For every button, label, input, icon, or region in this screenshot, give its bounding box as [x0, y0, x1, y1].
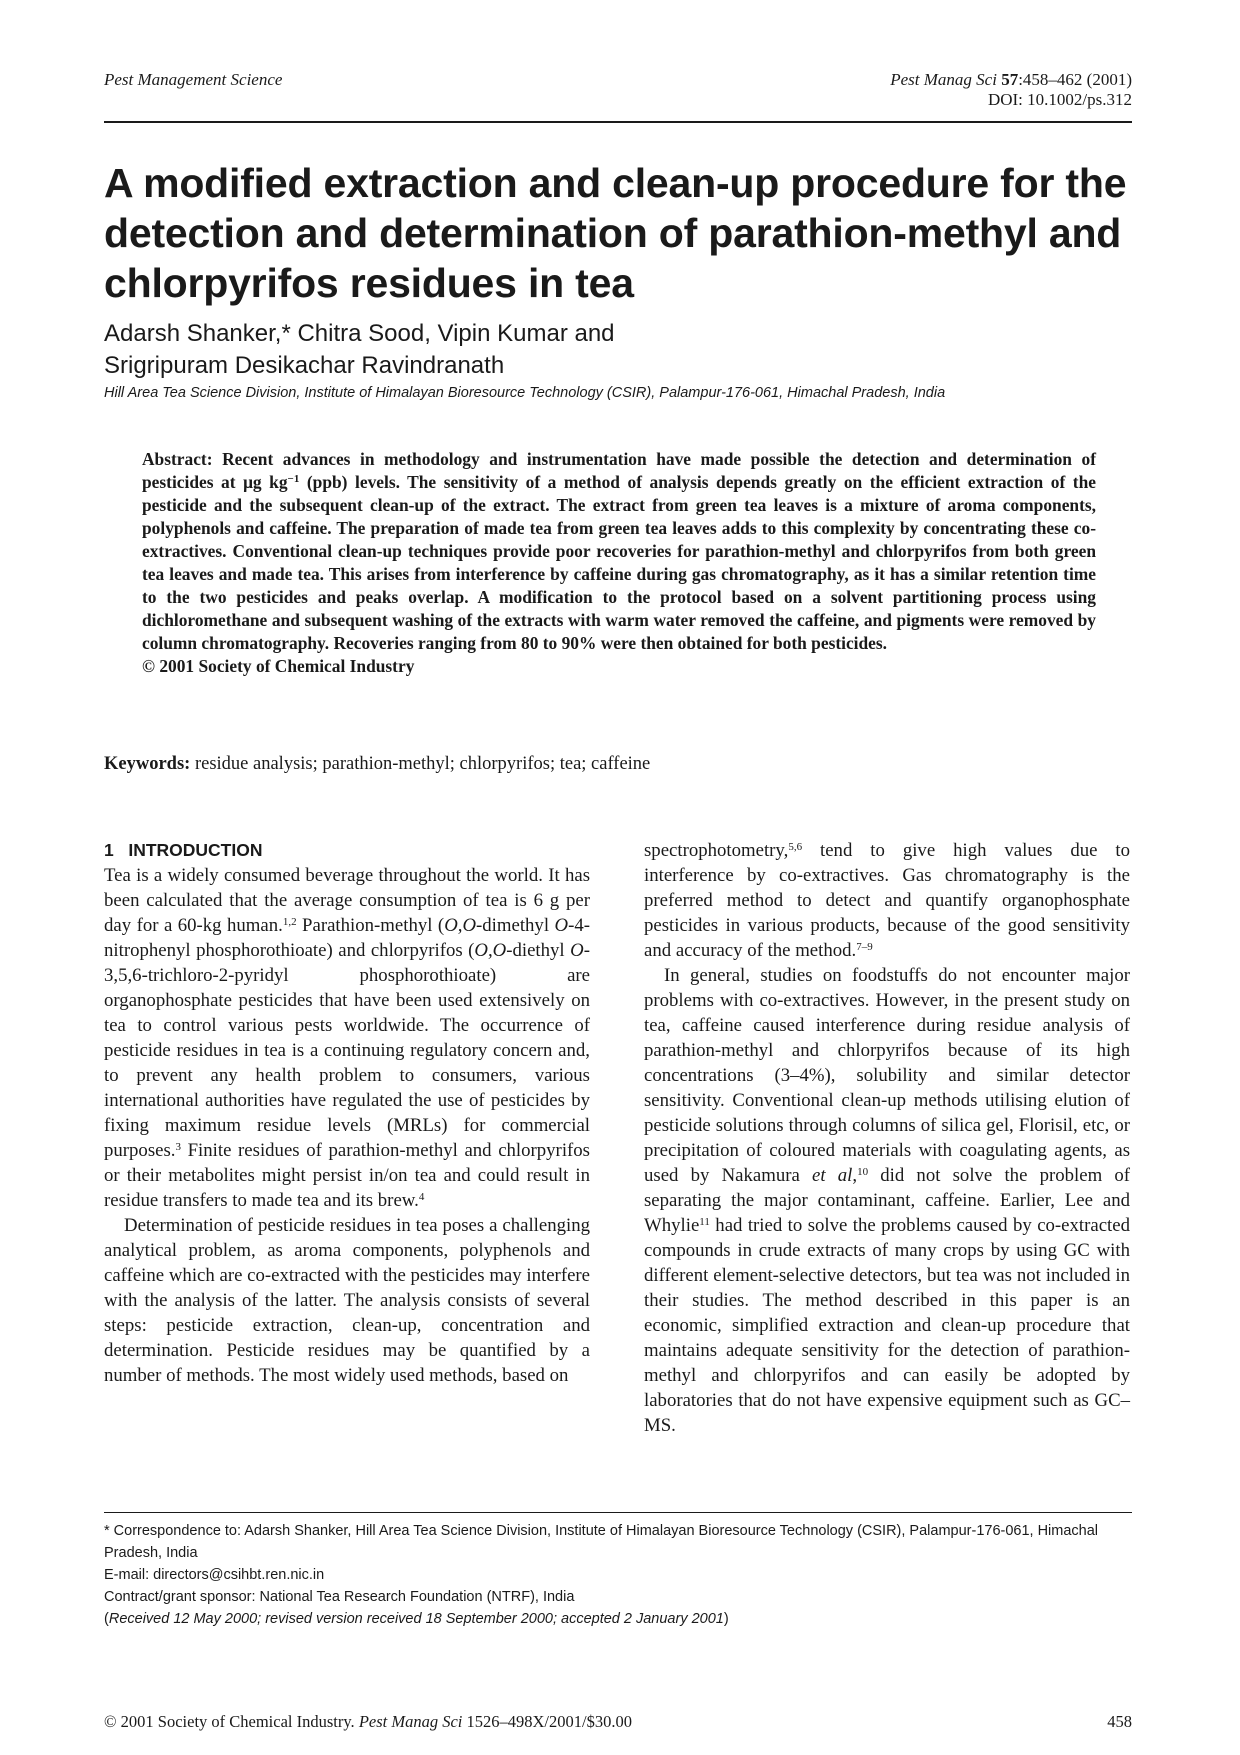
- section-title: INTRODUCTION: [128, 840, 263, 860]
- abstract-text-2: (ppb) levels. The sensitivity of a method of analysis depends greatly on the efficient extraction of the pesticide and the subsequent clean-up of the extract. The extract from green tea leaves is a mixture of aroma components, polyphenols and caffeine. The preparation of made tea from green tea leaves adds to this complexity by concentrating these co-extractives. Conventional clean-up techniques provide poor recoveries for parathion-methyl and chlorpyrifos from both green tea leaves and made tea. This arises from interference by caffeine during gas chromatography, as it has a similar retention time to the two pesticides and peaks overlap. A modification to the protocol based on a solvent partitioning process using dichloromethane and subsequent washing of the extracts with warm water removed the caffeine, and pigments were removed by column chromatography. Recoveries ranging from 80 to 90% were then obtained for both pesticides.: [142, 472, 1096, 653]
- citation-line: [890, 70, 1132, 90]
- abstract-unit-sup: −1: [287, 473, 300, 485]
- correspondence-note: * Correspondence to: Adarsh Shanker, Hill Area Tea Science Division, Institute of Himalayan Bioresource Technology (CSIR), Palampur-176-061, Himachal Pradesh, India: [104, 1523, 1099, 1561]
- keywords-text: residue analysis; parathion-methyl; chlorpyrifos; tea; caffeine: [194, 754, 651, 774]
- text-run: Parathion-methyl (: [296, 915, 445, 936]
- footnote-rule: [104, 1512, 1132, 1513]
- footnotes: [104, 1520, 1134, 1630]
- text-run: spectrophotometry,: [644, 840, 789, 861]
- footer-issn: 1526–498X/2001/$30.00: [466, 1712, 632, 1731]
- paper-title: A modified extraction and clean-up procedure for the detection and determination of parathion-methyl and chlorpyrifos residues in tea: [104, 160, 1127, 306]
- text-run: -diethyl: [506, 940, 571, 961]
- abstract-label: Abstract:: [142, 449, 213, 469]
- abstract: [142, 448, 1096, 678]
- affiliation: Hill Area Tea Science Division, Institute of Himalayan Bioresource Technology (CSIR), Palampur-176-061, Himachal Pradesh, India: [104, 385, 946, 401]
- footer-copyright: © 2001 Society of Chemical Industry.: [104, 1712, 355, 1731]
- authors-line-1: Adarsh Shanker,* Chitra Sood, Vipin Kumar and: [104, 320, 615, 347]
- footer-journal: Pest Manag Sci: [358, 1712, 463, 1731]
- italic-run: O,O: [444, 915, 477, 936]
- authors-line-2: Srigripuram Desikachar Ravindranath: [104, 352, 505, 379]
- text-run: Finite residues of parathion-methyl and chlorpyrifos or their metabolites might persist in/on tea and could result in residue transfers to made tea and its brew.: [104, 1140, 590, 1211]
- header-rule: [104, 121, 1132, 123]
- citation-sup[interactable]: 10: [857, 1166, 869, 1178]
- email-note[interactable]: E-mail: directors@csihbt.ren.nic.in: [104, 1567, 325, 1583]
- keywords-label: Keywords:: [104, 754, 191, 774]
- footer-left: [104, 1712, 632, 1732]
- keywords: [104, 754, 650, 775]
- intro-paragraph-1: [104, 863, 590, 1213]
- doi[interactable]: DOI: 10.1002/ps.312: [987, 90, 1132, 109]
- column-right: [644, 838, 1130, 1438]
- citation-sup[interactable]: 5,6: [788, 841, 803, 853]
- section-heading: [104, 838, 590, 863]
- citation-pages: :458–462 (2001): [1018, 70, 1132, 89]
- citation-volume: 57: [1001, 70, 1019, 89]
- citation-sup[interactable]: 3: [175, 1141, 181, 1153]
- text-run: Tea is a widely consumed beverage throughout the world. It has been calculated that the average consumption of tea is 6 g per day for a 60-kg human.: [104, 865, 590, 936]
- text-run: had tried to solve the problems caused by co-extracted compounds in crude extracts of many crops by using GC with different element-selective detectors, but tea was not included in their studies. The method described in this paper is an economic, simplified extraction and clean-up procedure that maintains adequate sensitivity for the detection of parathion-methyl and chlorpyrifos and can easily be adopted by laboratories that do not have expensive equipment such as GC–MS.: [644, 1215, 1130, 1436]
- authors: [104, 318, 615, 382]
- text-run: -4-nitrophenyl phosphorothioate) and chlorpyrifos (: [104, 915, 590, 961]
- citation-sup[interactable]: 4: [418, 1191, 425, 1203]
- italic-run: O: [570, 940, 584, 961]
- italic-run: et al: [812, 1165, 853, 1186]
- citation-block: [890, 70, 1132, 110]
- citation-sup[interactable]: 11: [699, 1216, 710, 1228]
- italic-run: O: [554, 915, 569, 936]
- received-note: (Received 12 May 2000; revised version received 18 September 2000; accepted 2 January 2001): [104, 1611, 729, 1627]
- citation-sup[interactable]: 1,2: [282, 916, 297, 928]
- abstract-text-1: Recent advances in methodology and instrumentation have made possible the detection and determination of pesticides at μg kg: [142, 449, 1096, 492]
- text-run: did not solve the problem of separating the major contaminant, caffeine. Earlier, Lee and Whylie: [644, 1165, 1131, 1236]
- italic-run: O,O: [474, 940, 507, 961]
- citation-sup[interactable]: 7–9: [856, 941, 873, 953]
- column-left: [104, 838, 590, 1388]
- intro-paragraph-2: Determination of pesticide residues in tea poses a challenging analytical problem, as aroma components, polyphenols and caffeine which are co-extracted with the pesticides may interfere with the analysis of the latter. The analysis consists of several steps: pesticide extraction, clean-up, concentration and determination. Pesticide residues may be quantified by a number of methods. The most widely used methods, based on: [104, 1215, 590, 1386]
- text-run: -3,5,6-trichloro-2-pyridyl phosphorothioate) are organophosphate pesticides that have been used extensively on tea to control various pests worldwide. The occurrence of pesticide residues in tea is a continuing regulatory concern and, to prevent any health problem to consumers, various international authorities have regulated the use of pesticides by fixing maximum residue levels (MRLs) for commercial purposes.: [104, 940, 590, 1161]
- text-run: -dimethyl: [476, 915, 555, 936]
- text-run: In general, studies on foodstuffs do not encounter major problems with co-extractives. However, in the present study on tea, caffeine caused interference during residue analysis of parathion-methyl and chlorpyrifos because of its high concentrations (3–4%), solubility and similar detector sensitivity. Conventional clean-up methods utilising elution of pesticide solutions through columns of silica gel, Florisil, etc, or precipitation of coloured materials with coagulating agents, as used by Nakamura: [644, 965, 1130, 1186]
- intro-paragraph-4: In general, studies on foodstuffs do not encounter major problems with co-extractives. However, in the present study on tea, caffeine caused interference during residue analysis of parathion-methyl and chlorpyrifos because of its high concentrations (3–4%), solubility and similar detector sensitivity. Conventional clean-up methods utilising elution of pesticide solutions through columns of silica gel, Florisil, etc, or precipitation of coloured materials with coagulating agents, as used by Nakamura et al,$^{10}$ did not solve the problem of separating the major contaminant, caffeine. Earlier, Lee and Whylie$^{11}$ had tried to solve the problems caused by co-extracted compounds in crude extracts of many crops by using GC with different element-selective detectors, but tea was not included in their studies. The method described in this paper is an economic, simplified extraction and clean-up procedure that maintains adequate sensitivity for the detection of parathion-methyl and chlorpyrifos and can easily be adopted by laboratories that do not have expensive equipment such as GC–MS.: [644, 965, 1131, 1436]
- sponsor-note: Contract/grant sponsor: National Tea Research Foundation (NTRF), India: [104, 1589, 575, 1605]
- received-dates: Received 12 May 2000; revised version received 18 September 2000; accepted 2 January 2001: [108, 1611, 724, 1627]
- citation-journal: Pest Manag Sci: [890, 70, 997, 89]
- page-number: 458: [1107, 1712, 1132, 1731]
- abstract-copyright: © 2001 Society of Chemical Industry: [142, 656, 415, 676]
- section-number: 1: [104, 840, 114, 860]
- intro-paragraph-3: [644, 838, 1130, 963]
- text-run: tend to give high values due to interference by co-extractives. Gas chromatography is the preferred method to detect and quantify organophosphate pesticides in various products, because of the good sensitivity and accuracy of the method.: [644, 840, 1130, 961]
- journal-name: Pest Management Science: [104, 70, 283, 89]
